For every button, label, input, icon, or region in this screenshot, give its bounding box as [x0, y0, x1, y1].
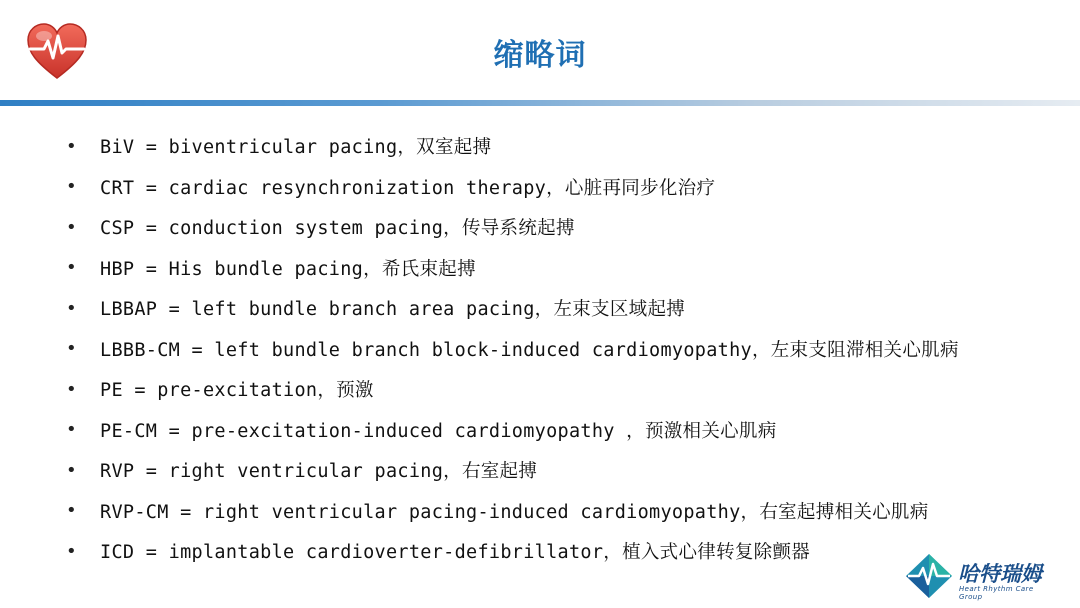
bullet-icon: • — [66, 297, 77, 319]
list-item — [66, 248, 959, 289]
bullet-icon: • — [66, 419, 77, 441]
bullet-icon: • — [66, 257, 77, 279]
abbreviation-text: LBBAP = left bundle branch area pacing，左束支区域起搏 — [100, 299, 686, 321]
list-item — [66, 167, 959, 208]
list-item — [66, 288, 959, 329]
abbreviation-text: HBP = His bundle pacing，希氏束起搏 — [100, 258, 476, 280]
abbreviation-text: PE = pre-excitation，预激 — [100, 380, 374, 402]
abbreviation-list — [66, 126, 959, 572]
bullet-icon: • — [66, 540, 77, 562]
bullet-icon: • — [66, 459, 77, 481]
bullet-icon: • — [66, 338, 77, 360]
bullet-icon: • — [66, 135, 77, 157]
list-item — [66, 329, 959, 370]
bullet-icon: • — [66, 216, 77, 238]
list-item — [66, 369, 959, 410]
header-divider — [0, 100, 1080, 106]
list-item — [66, 450, 959, 491]
list-item — [66, 207, 959, 248]
brand-name: 哈特瑞姆 — [958, 562, 1042, 586]
list-item — [66, 126, 959, 167]
list-item — [66, 531, 959, 572]
list-item — [66, 410, 959, 451]
bullet-icon: • — [66, 176, 77, 198]
abbreviation-text: RVP = right ventricular pacing，右室起搏 — [100, 461, 538, 483]
abbreviation-text: BiV = biventricular pacing，双室起搏 — [100, 137, 492, 159]
page-title: 缩略词 — [493, 38, 587, 73]
list-item — [66, 491, 959, 532]
abbreviation-text: CRT = cardiac resynchronization therapy，心脏再同步化治疗 — [100, 177, 716, 199]
abbreviation-text: RVP-CM = right ventricular pacing-induced cardiomyopathy，右室起搏相关心肌病 — [100, 501, 929, 523]
abbreviation-text: LBBB-CM = left bundle branch block-induced cardiomyopathy，左束支阻滞相关心肌病 — [100, 339, 959, 361]
bullet-icon: • — [66, 500, 77, 522]
diamond-heart-rhythm-icon — [904, 552, 954, 600]
bullet-icon: • — [66, 378, 77, 400]
abbreviation-text: ICD = implantable cardioverter-defibrillator，植入式心律转复除颤器 — [100, 542, 811, 564]
brand-subtitle: Heart Rhythm Care Group — [959, 585, 1034, 601]
abbreviation-text: CSP = conduction system pacing，传导系统起搏 — [100, 218, 575, 240]
abbreviation-text: PE-CM = pre-excitation-induced cardiomyopathy ，预激相关心肌病 — [100, 420, 777, 442]
brand-logo — [904, 552, 1054, 600]
